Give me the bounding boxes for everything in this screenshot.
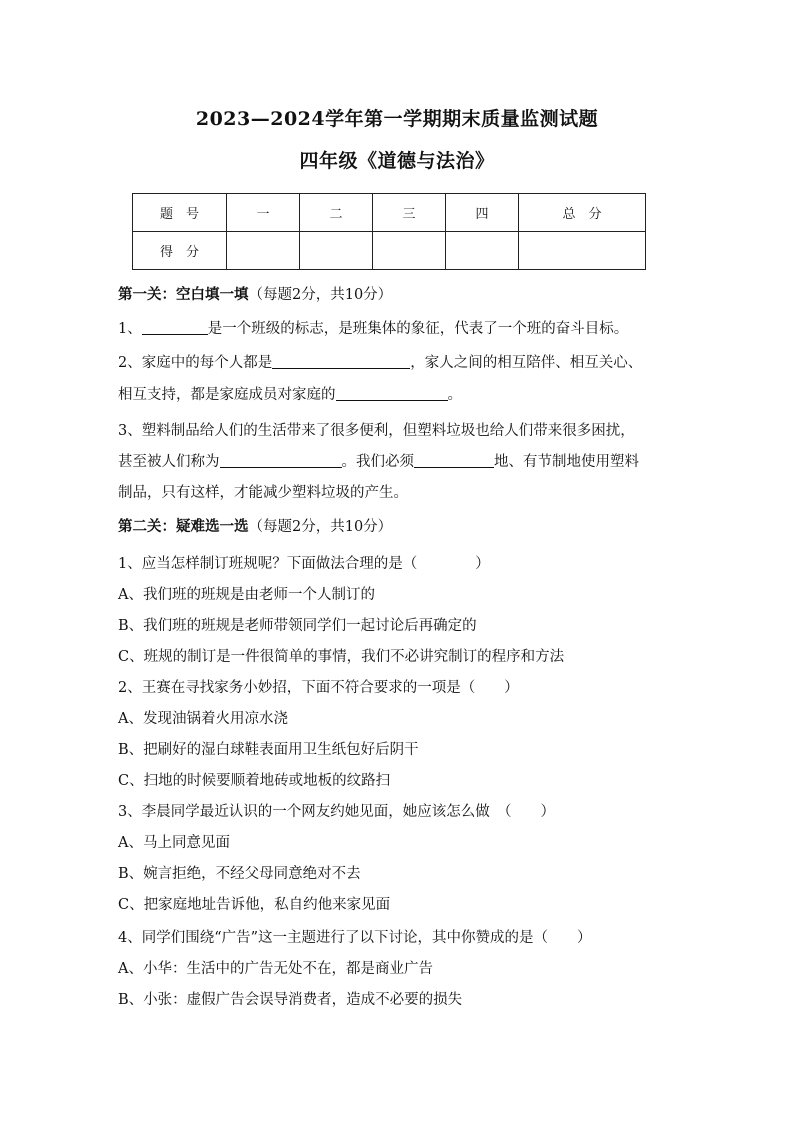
answer-blank[interactable]	[142, 320, 208, 335]
s1-question-1	[118, 317, 628, 338]
section1-note: （每题2分，共10分）	[248, 287, 393, 303]
section1-heading	[118, 283, 392, 304]
question-text: 。	[447, 387, 462, 403]
table-cell-label: 题 号	[133, 194, 227, 232]
s2-line[interactable]: A、小华：生活中的广告无处不在，都是商业广告	[118, 961, 433, 977]
s2-line: 3、李晨同学最近认识的一个网友约她见面，她应该怎么做 （ ）	[118, 804, 555, 820]
s2-line[interactable]: A、发现油锅着火用凉水浇	[118, 711, 288, 727]
answer-blank[interactable]	[220, 453, 342, 468]
section2-note: （每题2分，共10分）	[248, 519, 393, 535]
s1-question-3-cont2: 制品，只有这样，才能减少塑料垃圾的产生。	[118, 485, 408, 501]
s2-line[interactable]: C、把家庭地址告诉他，私自约他来家见面	[118, 897, 391, 913]
score-field-part3[interactable]	[373, 232, 446, 270]
s1-question-3-cont	[118, 450, 639, 471]
score-field-part1[interactable]	[227, 232, 300, 270]
s2-line[interactable]: B、我们班的班规是老师带领同学们一起讨论后再确定的	[118, 618, 477, 634]
s1-question-2-cont	[118, 383, 462, 404]
s1-question-3: 3、塑料制品给人们的生活带来了很多便利，但塑料垃圾也给人们带来很多困扰，	[118, 423, 635, 439]
score-table	[132, 193, 646, 270]
section2-title: 第二关：疑难选一选	[118, 518, 249, 535]
s2-line: 4、同学们围绕“广告”这一主题进行了以下讨论，其中你赞成的是（ ）	[118, 930, 592, 946]
table-cell-part4: 四	[446, 194, 519, 232]
s2-line[interactable]: B、婉言拒绝，不经父母同意绝对不去	[118, 866, 361, 882]
s2-line[interactable]: B、把刷好的湿白球鞋表面用卫生纸包好后阴干	[118, 742, 419, 758]
table-cell-part3: 三	[373, 194, 446, 232]
question-text: 。我们必须	[341, 454, 414, 470]
table-cell-part2: 二	[300, 194, 373, 232]
score-field-part2[interactable]	[300, 232, 373, 270]
question-text: 2、家庭中的每个人都是	[118, 355, 273, 371]
exam-title: 2023—2024学年第一学期期末质量监测试题	[195, 108, 599, 130]
question-text: 甚至被人们称为	[118, 454, 220, 470]
answer-blank[interactable]	[336, 386, 448, 401]
s2-line[interactable]: C、扫地的时候要顺着地砖或地板的纹路扫	[118, 773, 391, 789]
table-cell-total: 总 分	[519, 194, 646, 232]
s2-line[interactable]: A、我们班的班规是由老师一个人制订的	[118, 587, 375, 603]
table-cell-part1: 一	[227, 194, 300, 232]
s2-line: 2、王赛在寻找家务小妙招，下面不符合要求的一项是（ ）	[118, 680, 519, 696]
answer-blank[interactable]	[414, 453, 494, 468]
s2-line[interactable]: A、马上同意见面	[118, 835, 230, 851]
exam-subtitle: 四年级《道德与法治》	[299, 150, 495, 172]
question-text: 是一个班级的标志，是班集体的象征，代表了一个班的奋斗目标。	[207, 321, 629, 337]
question-text: 相互支持，都是家庭成员对家庭的	[118, 387, 336, 403]
s2-line: 1、应当怎样制订班规呢？下面做法合理的是（ ）	[118, 556, 490, 572]
section2-heading	[118, 515, 392, 536]
s1-question-2	[118, 351, 642, 372]
score-field-part4[interactable]	[446, 232, 519, 270]
table-cell-score-label: 得 分	[133, 232, 227, 270]
q-number: 1、	[118, 321, 142, 337]
s2-line[interactable]: C、班规的制订是一件很简单的事情，我们不必讲究制订的程序和方法	[118, 649, 565, 665]
answer-blank[interactable]	[272, 354, 410, 369]
section1-title: 第一关：空白填一填	[118, 286, 249, 303]
score-table-score-row	[133, 232, 646, 270]
score-table-header-row	[133, 194, 646, 232]
question-text: 地、有节制地使用塑料	[494, 454, 639, 470]
question-text: ，家人之间的相互陪伴、相互关心、	[410, 355, 643, 371]
score-field-total[interactable]	[519, 232, 646, 270]
s2-line[interactable]: B、小张：虚假广告会误导消费者，造成不必要的损失	[118, 992, 463, 1008]
